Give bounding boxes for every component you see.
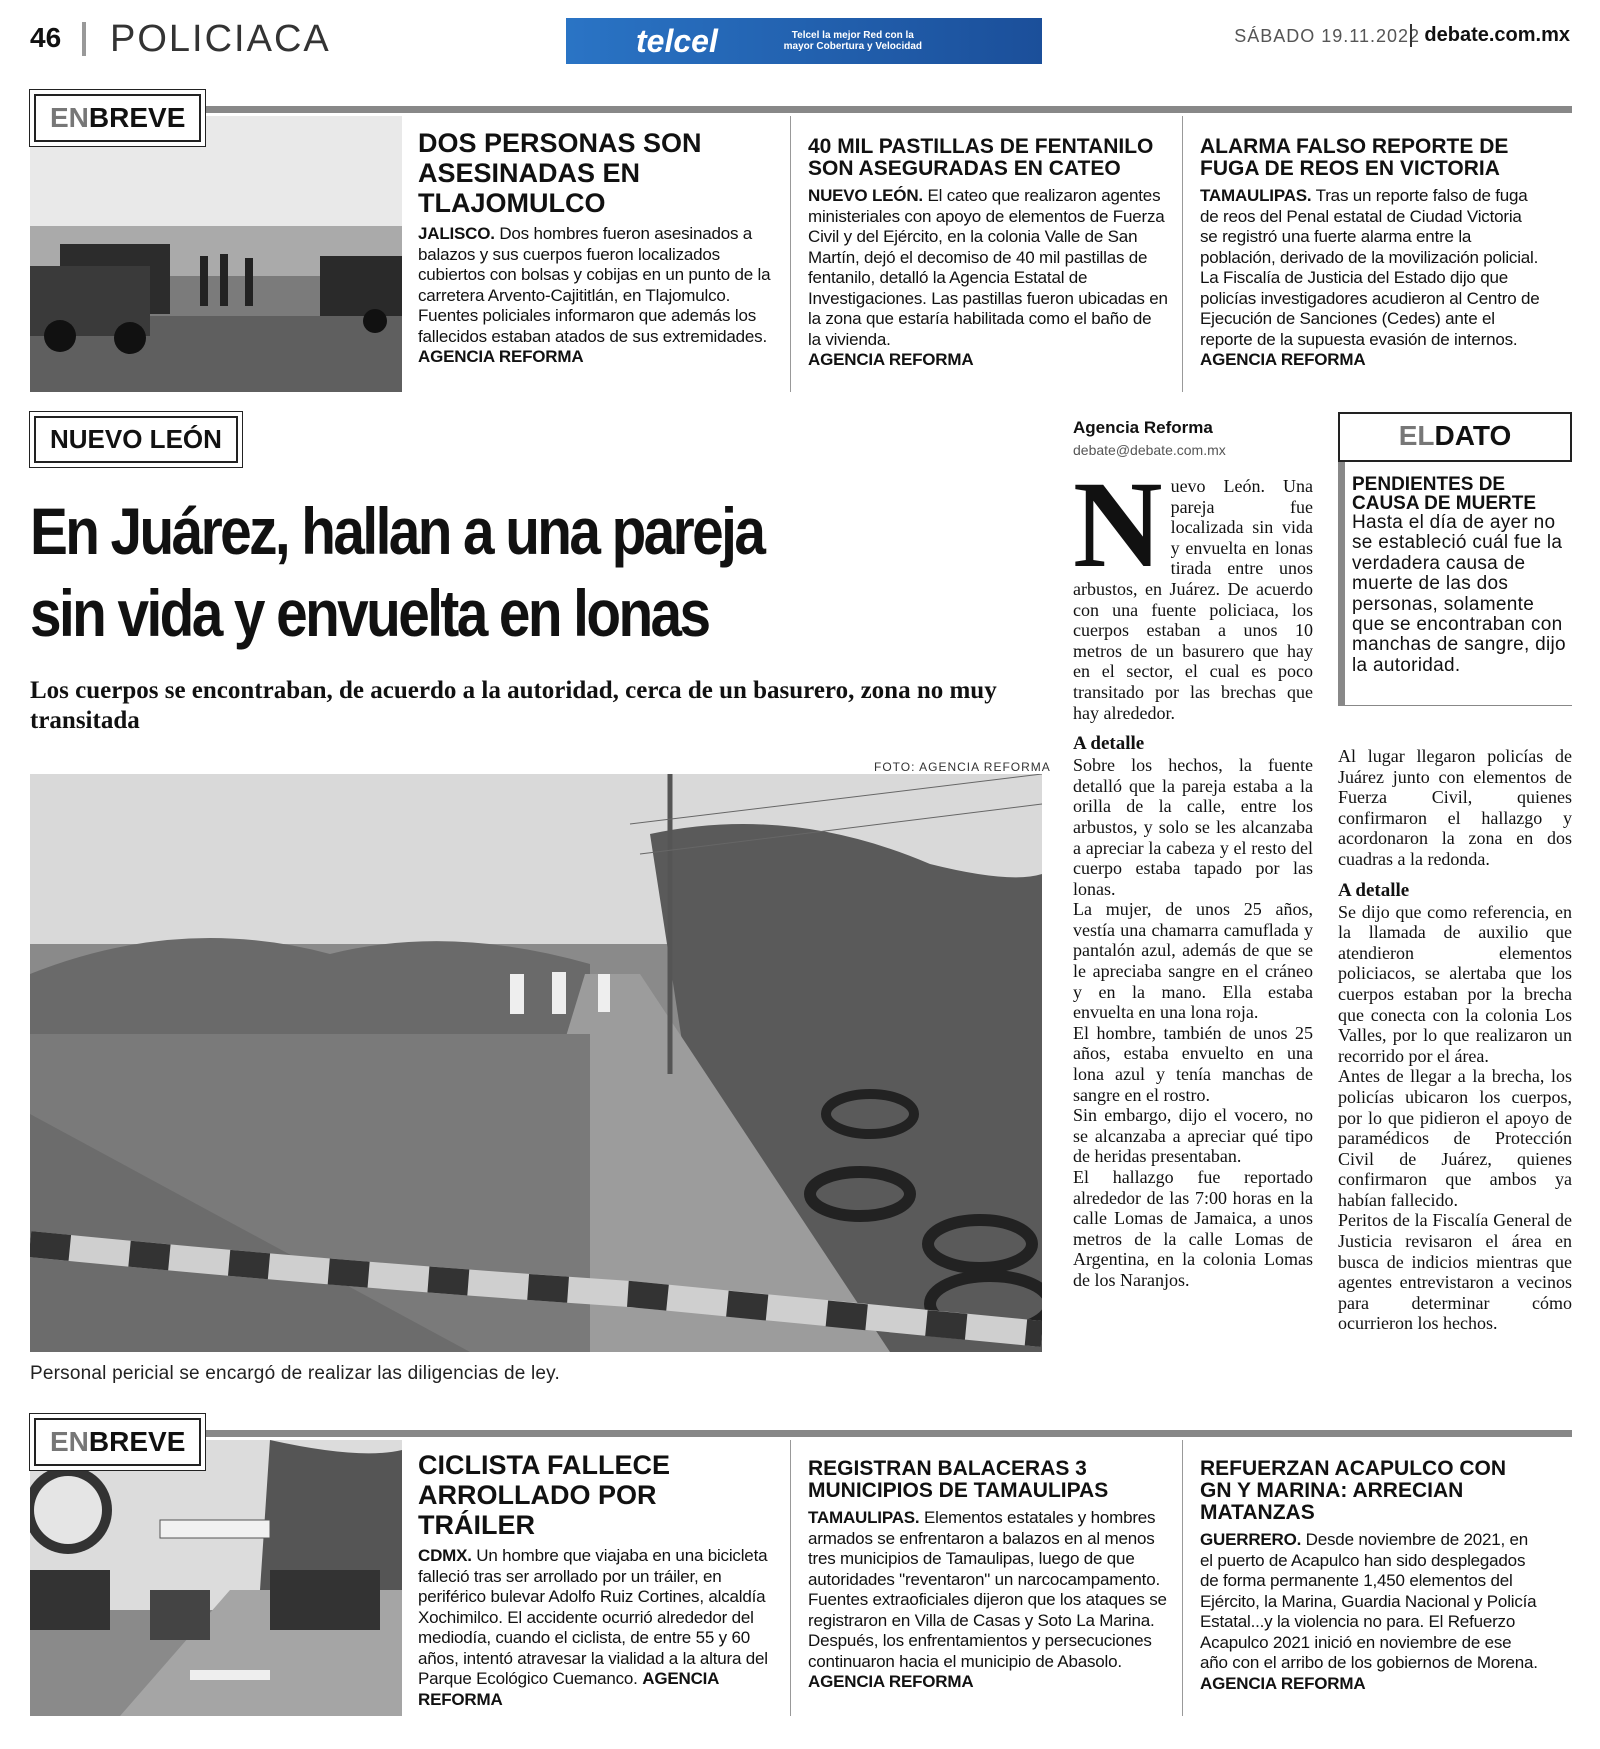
brief-credit: AGENCIA REFORMA: [1200, 1673, 1366, 1693]
section-title: POLICIACA: [110, 18, 331, 60]
story-column-2: Al lugar llegaron policías de Juárez junto con elementos de Fuerza Civil, quienes confirmaron el hallazgo y acordonaron la zona en dos cuadras a la redonda. A detalle Se dijo que como referencia, en la llamada de auxilio que atendieron elementos policiacos, se alertaba que los cuerpos estaban por la brecha que conecta con la colonia Los Valles, por lo que realizaron un recorrido por el área. Antes de llegar a la brecha, los policías ubicaron los cuerpos, por lo que pidieron el apoyo de paramédicos de Protección Civil de Juárez, quienes confirmaron que ambos ya habían fallecido. Peritos de la Fiscalía General de Justicia revisaron el área en busca de indicios mientras que agentes entrevistaron a vecinos para determinar cómo ocurrieron los hechos.: [1338, 746, 1572, 1334]
brief-tlajomulco: [418, 128, 778, 368]
brief-victoria: [1200, 136, 1540, 371]
page-number: 46: [30, 22, 62, 53]
brief-credit: AGENCIA REFORMA: [808, 1672, 974, 1691]
brief-headline: ALARMA FALSO REPORTE DE FUGA DE REOS EN VICTORIA: [1200, 135, 1509, 180]
brief-body: GUERRERO. Desde noviembre de 2021, en el puerto de Acapulco han sido desplegados de forma permanente 1,450 elementos del Ejército, la Marina, Guardia Nacional y Policía Estatal...y la violencia no para. El Refuerzo Acapulco 2021 inició en noviembre de ese año con el arribo de los gobiernos de Morena. AGENCIA REFORMA: [1200, 1530, 1538, 1693]
author-email[interactable]: debate@debate.com.mx: [1073, 442, 1226, 458]
byline: Agencia Reforma: [1073, 418, 1213, 437]
ad-brand: telcel: [636, 22, 718, 59]
brief-credit: AGENCIA REFORMA: [418, 347, 584, 366]
brief-body: TAMAULIPAS. Tras un reporte falso de fuga de reos del Penal estatal de Ciudad Victoria se registró una fuerte alarma entre la población, derivado de la movilización policial. La Fiscalía de Justicia del Estado dijo que policías investigadores acudieron al Centro de Ejecución de Sanciones (Cedes) ante el reporte de la supuesta evasión de internos. AGENCIA REFORMA: [1200, 186, 1540, 369]
story-column-1: N uevo León. Una pareja fue localizada sin vida y envuelta en lonas tirada entre unos arbustos, en Juárez. De acuerdo con una fuente policiaca, los cuerpos estaban a unos 10 metros de un basurero que hay en el sector, el cual es poco transitado por las brechas que hay alrededor. A detalle Sobre los hechos, la fuente detalló que la pareja estaba a la orilla de la calle, entre los arbustos, y solo se les alcanzaba a apreciar la cabeza y el resto del cuerpo estaba tapado por las lonas. La mujer, de unos 25 años, vestía una chamarra camuflada y pantalón azul, además de que se le apreciaba sangre en el cráneo y en la mano. Ella estaba envuelta en una lona roja. El hombre, también de unos 25 años, estaba envuelto en una lona azul y tenía manchas de sangre en el rostro. Sin embargo, dijo el vocero, no se alcanzaba a apreciar qué tipo de heridas presentaban. El hallazgo fue reportado alrededor de las 7:00 horas en la calle Lomas de Jamaica, a unos metros de la calle Lomas de Argentina, en la colonia Lomas de los Naranjos.: [1073, 456, 1313, 1290]
el-dato-tag: ELDATO: [1338, 412, 1572, 462]
column-divider: [790, 1440, 791, 1716]
brief-credit: AGENCIA REFORMA: [1200, 350, 1366, 369]
brief-acapulco: [1200, 1458, 1540, 1694]
brief-ciclista: [418, 1450, 778, 1710]
brief-headline: 40 MIL PASTILLAS DE FENTANILO SON ASEGURADAS EN CATEO: [808, 135, 1154, 180]
crime-scene-photo: [30, 774, 1042, 1352]
en-breve-tag-bottom: ENBREVE: [34, 1418, 201, 1466]
brief-headline: DOS PERSONAS SON ASESINADAS EN TLAJOMULCO: [418, 128, 702, 218]
page-separator: [82, 22, 86, 56]
ad-slogan: Telcel la mejor Red con la mayor Cobertura y Velocidad: [783, 30, 923, 52]
region-tag: NUEVO LEÓN: [34, 416, 238, 463]
photo-caption: Personal pericial se encargó de realizar las diligencias de ley.: [30, 1363, 560, 1384]
brief-headline: CICLISTA FALLECE ARROLLADO POR TRÁILER: [418, 1450, 670, 1540]
traffic-accident-photo: [30, 1440, 402, 1716]
main-headline: En Juárez, hallan a una pareja sin vida y envuelta en lonas: [30, 494, 764, 650]
brief-headline: REGISTRAN BALACERAS 3 MUNICIPIOS DE TAMAULIPAS: [808, 1457, 1109, 1502]
brief-rule-top: [30, 106, 1572, 113]
brief-body: TAMAULIPAS. Elementos estatales y hombres armados se enfrentaron a balazos en al menos tres municipios de Tamaulipas, luego de que autoridades "reventaron" un narcocampamento. Fuentes extraoficiales dijeron que los ataques se registraron en Villa de Casas y Soto La Marina. Después, los enfrentamientos y persecuciones continuaron hacia el municipio de Abasolo. AGENCIA REFORMA: [808, 1508, 1167, 1691]
brief-credit: AGENCIA REFORMA: [808, 350, 974, 369]
site-link[interactable]: debate.com.mx: [1410, 24, 1570, 47]
photo-credit: FOTO: AGENCIA REFORMA: [874, 760, 1051, 774]
dato-body: Hasta el día de ayer no se estableció cuál fue la verdadera causa de muerte de las dos personas, solamente que se encontraban con manchas de sangre, dijo la autoridad.: [1352, 512, 1566, 676]
dato-headline: PENDIENTES DE CAUSA DE MUERTE: [1352, 474, 1537, 514]
subheading: A detalle: [1073, 733, 1145, 755]
drop-cap: N: [1073, 456, 1163, 593]
brief-fentanilo: [808, 136, 1168, 371]
brief-body: CDMX. Un hombre que viajaba en una bicicleta falleció tras ser arrollado por un tráiler, en periférico bulevar Adolfo Ruiz Cortines, alcaldía Xochimilco. El accidente ocurrió alrededor del mediodía, cuando el ciclista, de entre 55 y 60 años, intentó atravesar la vialidad a la altura del Parque Ecológico Cuemanco. AGENCIA REFORMA: [418, 1546, 768, 1709]
dato-content: [1352, 475, 1568, 676]
main-subhead: Los cuerpos se encontraban, de acuerdo a la autoridad, cerca de un basurero, zona no muy transitada: [30, 677, 997, 734]
telcel-ad-banner[interactable]: [566, 18, 1042, 64]
column-divider: [1182, 1440, 1183, 1716]
brief-rule-bottom: [30, 1430, 1572, 1437]
en-breve-tag-top: ENBREVE: [34, 94, 201, 142]
column-divider: [790, 116, 791, 392]
column-divider: [1182, 116, 1183, 392]
brief-headline: REFUERZAN ACAPULCO CON GN Y MARINA: ARRECIAN MATANZAS: [1200, 1457, 1507, 1524]
brief-balaceras: [808, 1458, 1168, 1693]
brief-credit: AGENCIA REFORMA: [418, 1669, 719, 1709]
brief-body: JALISCO. Dos hombres fueron asesinados a balazos y sus cuerpos fueron localizados cubiertos con bolsas y cobijas en un punto de la carretera Arvento-Cajititlán, en Tlajomulco. Fuentes policiales informaron que además los fallecidos estaban atados de sus extremidades. AGENCIA REFORMA: [418, 224, 771, 366]
subheading: A detalle: [1338, 879, 1410, 901]
issue-date: SÁBADO 19.11.2022: [1234, 26, 1420, 46]
police-scene-photo: [30, 116, 402, 392]
brief-body: NUEVO LEÓN. El cateo que realizaron agentes ministeriales con apoyo de elementos de Fuerza Civil y del Ejército, en la colonia Valle de San Martín, dejó el decomiso de 40 mil pastillas de fentanilo, detalló la Agencia Estatal de Investigaciones. Las pastillas fueron ubicadas en la zona que estaría habilitada como el baño de la vivienda. AGENCIA REFORMA: [808, 186, 1168, 369]
